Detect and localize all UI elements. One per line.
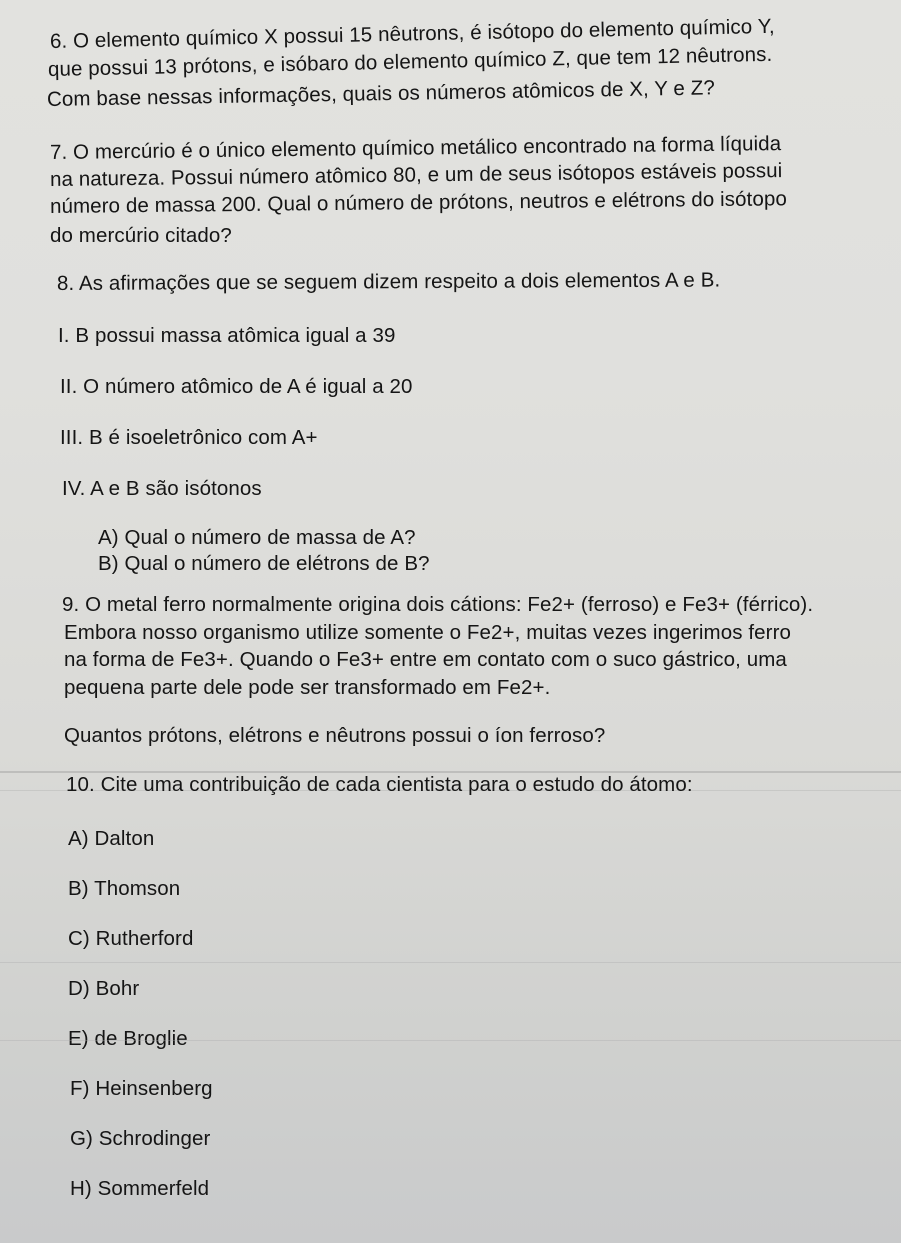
q8-intro: 8. As afirmações que se seguem dizem respeito a dois elementos A e B. [56,268,721,295]
q7-line-4: do mercúrio citado? [50,224,232,247]
q8-statement: III. B é isoeletrônico com A+ [60,426,318,449]
q10-item: B) Thomson [68,877,181,900]
q7-line-3: número de massa 200. Qual o número de prótons, neutros e elétrons do isótopo [49,187,788,218]
q8-statement: II. O número atômico de A é igual a 20 [60,375,413,398]
q10-item: D) Bohr [68,977,140,1000]
q7-line-2: na natureza. Possui número atômico 80, e um de seus isótopos estáveis possui [49,159,783,191]
q10-item: G) Schrodinger [70,1127,211,1150]
q6-line-1: 6. O elemento químico X possui 15 nêutrons, é isótopo do elemento químico Y, [49,14,775,53]
q7-line-1: 7. O mercúrio é o único elemento químico metálico encontrado na forma líquida [49,132,782,164]
q9-line-1: 9. O metal ferro normalmente origina dois cátions: Fe2+ (ferroso) e Fe3+ (férrico). [62,593,814,616]
q10-item: E) de Broglie [68,1027,188,1050]
q10-item: F) Heinsenberg [70,1077,213,1100]
q9-line-3: na forma de Fe3+. Quando o Fe3+ entre em contato com o suco gástrico, uma [64,648,787,671]
q9-question: Quantos prótons, elétrons e nêutrons possui o íon ferroso? [64,724,606,747]
fold-line [0,1040,901,1041]
q8-statement: I. B possui massa atômica igual a 39 [58,324,396,347]
q6-line-2: que possui 13 prótons, e isóbaro do elemento químico Z, que tem 12 nêutrons. [47,42,773,81]
q8-question: A) Qual o número de massa de A? [98,526,416,549]
q10-item: C) Rutherford [68,927,194,950]
q10-item: A) Dalton [68,827,155,850]
q9-line-2: Embora nosso organismo utilize somente o Fe2+, muitas vezes ingerimos ferro [64,621,792,644]
q6-line-3: Com base nessas informações, quais os números atômicos de X, Y e Z? [46,76,716,111]
fold-line [0,962,901,963]
q8-statement: IV. A e B são isótonos [62,477,262,500]
q10-intro: 10. Cite uma contribuição de cada cientista para o estudo do átomo: [66,773,693,796]
q8-question: B) Qual o número de elétrons de B? [98,552,430,575]
q10-item: H) Sommerfeld [70,1177,210,1200]
q9-line-4: pequena parte dele pode ser transformado em Fe2+. [64,676,551,699]
